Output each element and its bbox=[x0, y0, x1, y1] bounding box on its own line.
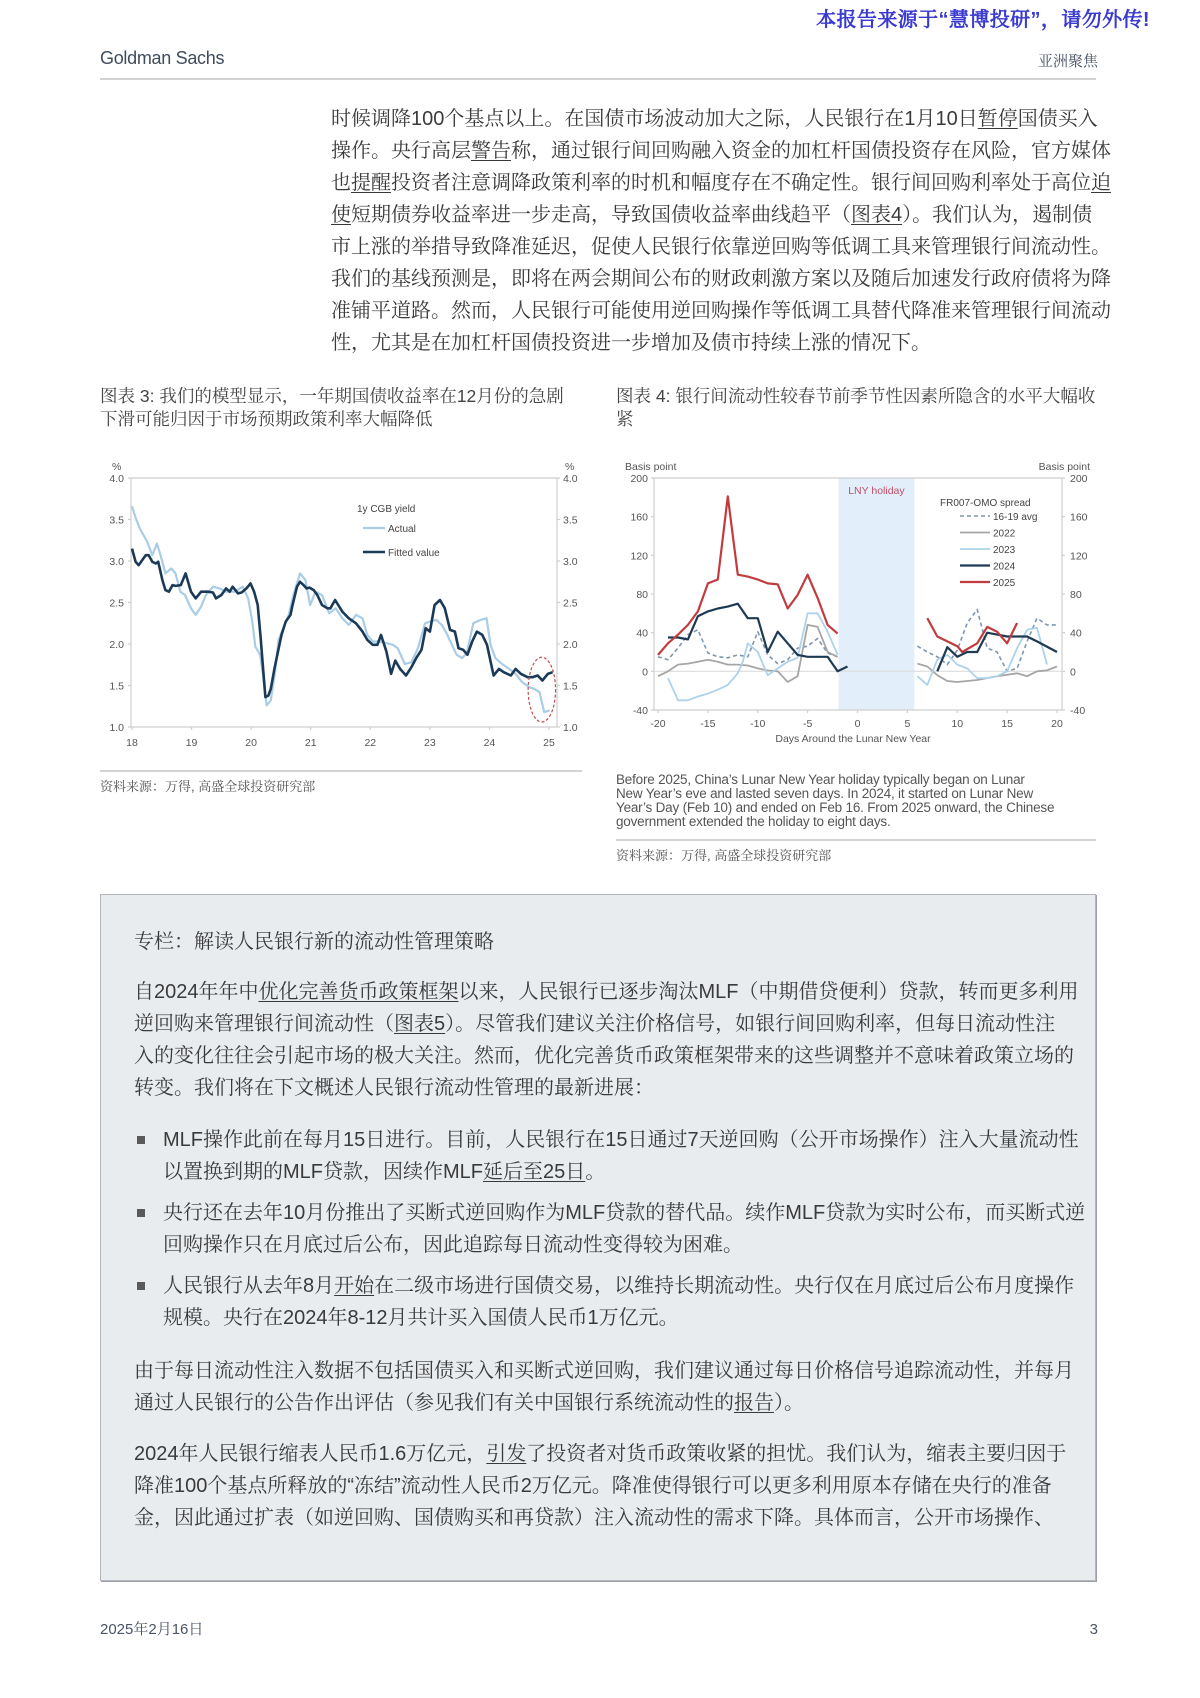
legend-label: 16-19 avg bbox=[993, 512, 1038, 523]
x-tick-label: 22 bbox=[364, 737, 377, 749]
text-line: 自2024年年中优化完善货币政策框架以来，人民银行已逐步淘汰MLF（中期借贷便利）贷款，转而更多利用 bbox=[134, 981, 1079, 1003]
legend-label: 2023 bbox=[993, 545, 1016, 556]
page-number: 3 bbox=[1089, 1621, 1098, 1638]
y-tick-label-left: 120 bbox=[630, 550, 648, 563]
main-paragraph bbox=[331, 103, 1111, 359]
text-line: 紧 bbox=[616, 409, 634, 429]
text-line: 时候调降100个基点以上。在国债市场波动加大之际，人民银行在1月10日暂停国债买入 bbox=[331, 108, 1098, 130]
y-tick-label-left: 2.0 bbox=[109, 639, 124, 651]
text-line: 图表 3: 我们的模型显示，一年期国债收益率在12月份的急剧 bbox=[100, 386, 564, 406]
series-line bbox=[658, 625, 838, 682]
figure-4-source: 资料来源：万得, 高盛全球投资研究部 bbox=[616, 848, 832, 863]
text-line: 使短期债券收益率进一步走高，导致国债收益率曲线趋平（图表4）。我们认为，遏制债 bbox=[331, 204, 1093, 226]
x-tick-label: 5 bbox=[904, 718, 911, 730]
holiday-label: LNY holiday bbox=[848, 485, 905, 497]
inline-link[interactable]: 警告 bbox=[471, 140, 511, 162]
x-tick-label: -15 bbox=[700, 718, 716, 730]
y-tick-label-left: 40 bbox=[636, 627, 648, 640]
sidebar-box bbox=[100, 894, 1096, 1581]
sidebar-box-title: 专栏：解读人民银行新的流动性管理策略 bbox=[134, 931, 494, 953]
text-line: Year’s Day (Feb 10) and ended on Feb 16. From 2025 onward, the Chinese bbox=[616, 800, 1055, 815]
bullet-square-icon bbox=[137, 1136, 145, 1144]
text-line: 央行还在去年10月份推出了买断式逆回购作为MLF贷款的替代品。续作MLF贷款为实时公布，而买断式逆 bbox=[163, 1202, 1086, 1224]
series-line bbox=[132, 549, 553, 698]
y-tick-label-right: 80 bbox=[1070, 589, 1082, 601]
text-line: 回购操作只在月底过后公布，因此追踪每日流动性变得较为困难。 bbox=[163, 1234, 743, 1256]
x-tick-label: -10 bbox=[750, 718, 766, 730]
y-tick-label-right: 120 bbox=[1070, 550, 1088, 563]
text-line: 人民银行从去年8月开始在二级市场进行国债交易，以维持长期流动性。央行仅在月底过后公布月度操作 bbox=[163, 1275, 1075, 1297]
figure-4-divider bbox=[616, 839, 1096, 841]
y-tick-label-right: 40 bbox=[1070, 627, 1082, 640]
y-tick-label-right: -40 bbox=[1070, 705, 1086, 717]
inline-link[interactable]: 报告 bbox=[734, 1392, 774, 1414]
figure-3-chart bbox=[95, 455, 590, 755]
y-tick-label-left: 80 bbox=[636, 589, 648, 601]
y-axis-unit-right: % bbox=[565, 461, 575, 473]
y-tick-label-right: 3.5 bbox=[563, 514, 578, 527]
y-tick-label-left: 3.5 bbox=[109, 514, 124, 527]
y-tick-label-right: 200 bbox=[1070, 473, 1088, 485]
y-tick-label-right: 1.5 bbox=[563, 680, 578, 693]
text-line: 图表 4: 银行间流动性较春节前季节性因素所隐含的水平大幅收 bbox=[616, 386, 1096, 406]
holiday-shaded-band bbox=[839, 478, 915, 710]
inline-link[interactable]: 开始 bbox=[334, 1275, 375, 1297]
inline-link[interactable]: 图表4 bbox=[851, 204, 903, 226]
text-line: 降准100个基点所释放的“冻结”流动性人民币2万亿元。降准使得银行可以更多利用原本存储在央行的准备 bbox=[134, 1475, 1052, 1497]
figure-3-title bbox=[100, 385, 590, 431]
text-line: MLF操作此前在每月15日进行。目前，人民银行在15日通过7天逆回购（公开市场操作）注入大量流动性 bbox=[163, 1129, 1079, 1151]
x-tick-label: 10 bbox=[951, 718, 964, 730]
y-tick-label-left: 1.5 bbox=[109, 680, 124, 693]
legend-label: Fitted value bbox=[388, 548, 440, 559]
series-line bbox=[658, 496, 838, 655]
y-tick-label-left: 3.0 bbox=[109, 556, 124, 568]
text-line: 由于每日流动性注入数据不包括国债买入和买断式逆回购，我们建议通过每日价格信号追踪流动性，并每月 bbox=[134, 1360, 1074, 1382]
y-tick-label-left: -40 bbox=[632, 705, 648, 717]
y-tick-label-left: 4.0 bbox=[109, 473, 124, 485]
bullet-item bbox=[163, 1270, 1074, 1334]
y-tick-label-left: 0 bbox=[642, 666, 648, 679]
bullet-text bbox=[163, 1270, 1074, 1334]
figure-3-divider bbox=[100, 770, 582, 772]
y-tick-label-right: 2.0 bbox=[563, 639, 578, 651]
sidebar-intro-paragraph bbox=[134, 976, 1079, 1104]
y-tick-label-right: 1.0 bbox=[563, 722, 578, 734]
sidebar-paragraph-2 bbox=[134, 1355, 1074, 1419]
inline-link[interactable]: 使 bbox=[331, 204, 351, 226]
legend-title: FR007-OMO spread bbox=[940, 498, 1031, 509]
legend-label: 2022 bbox=[993, 528, 1016, 540]
x-tick-label: 21 bbox=[304, 737, 317, 749]
y-tick-label-right: 2.5 bbox=[563, 597, 578, 610]
x-tick-label: 23 bbox=[424, 737, 436, 749]
bullet-text bbox=[163, 1197, 1085, 1261]
legend-label: 2025 bbox=[993, 578, 1016, 589]
inline-link[interactable]: 图表5 bbox=[394, 1013, 446, 1035]
x-tick-label: 19 bbox=[185, 737, 198, 749]
text-line: 下滑可能归因于市场预期政策利率大幅降低 bbox=[100, 409, 433, 429]
bullet-square-icon bbox=[137, 1209, 145, 1217]
bullet-item bbox=[163, 1197, 1085, 1261]
text-line: 也提醒投资者注意调降政策利率的时机和幅度存在不确定性。银行间回购利率处于高位迫 bbox=[331, 172, 1111, 194]
bullet-item bbox=[163, 1124, 1079, 1188]
text-line: 规模。央行在2024年8-12月共计买入国债人民币1万亿元。 bbox=[163, 1307, 679, 1329]
figure-3-source: 资料来源：万得, 高盛全球投资研究部 bbox=[100, 779, 316, 794]
text-line: 入的变化往往会引起市场的极大关注。然而，优化完善货币政策框架带来的这些调整并不意味着政策立场的 bbox=[134, 1045, 1074, 1067]
x-tick-label: 24 bbox=[483, 737, 496, 749]
inline-link[interactable]: 迫 bbox=[1091, 172, 1111, 194]
highlight-ellipse bbox=[528, 657, 555, 722]
text-line: 转变。我们将在下文概述人民银行流动性管理的最新进展： bbox=[134, 1077, 654, 1099]
x-tick-label: -20 bbox=[650, 718, 666, 730]
text-line: Before 2025, China’s Lunar New Year holiday typically began on Lunar bbox=[616, 772, 1025, 787]
inline-link[interactable]: 暂停 bbox=[977, 108, 1018, 130]
y-tick-label-left: 200 bbox=[630, 473, 648, 485]
watermark-banner: 本报告来源于“慧博投研”，请勿外传! bbox=[816, 9, 1150, 31]
section-tag: 亚洲聚焦 bbox=[1037, 53, 1098, 70]
text-line: government extended the holiday to eight days. bbox=[616, 814, 891, 829]
figure-4-title bbox=[616, 385, 1106, 431]
figure-4-chart bbox=[615, 455, 1105, 755]
footer-date: 2025年2月16日 bbox=[100, 1621, 204, 1638]
text-line: 准铺平道路。然而，人民银行可能使用逆回购操作等低调工具替代降准来管理银行间流动 bbox=[331, 300, 1111, 322]
sidebar-paragraph-3 bbox=[134, 1438, 1066, 1534]
y-tick-label-left: 1.0 bbox=[109, 722, 124, 734]
header-divider bbox=[100, 78, 1096, 80]
x-tick-label: 20 bbox=[245, 737, 257, 749]
y-axis-unit-left: % bbox=[112, 461, 122, 473]
text-line: 以置换到期的MLF贷款，因续作MLF延后至25日。 bbox=[163, 1161, 606, 1183]
text-line: 操作。央行高层警告称，通过银行间回购融入资金的加杠杆国债投资存在风险，官方媒体 bbox=[331, 140, 1111, 162]
x-tick-label: 20 bbox=[1051, 718, 1063, 730]
text-line: New Year’s eve and lasted seven days. In 2024, it started on Lunar New bbox=[616, 786, 1034, 801]
x-tick-label: 15 bbox=[1001, 718, 1013, 730]
text-line: 性，尤其是在加杠杆国债投资进一步增加及债市持续上涨的情况下。 bbox=[331, 332, 931, 354]
x-tick-label: 18 bbox=[126, 737, 138, 749]
y-tick-label-left: 160 bbox=[630, 511, 648, 524]
inline-link[interactable]: 优化完善货币政策框架 bbox=[258, 981, 459, 1003]
y-axis-unit-right: Basis point bbox=[1038, 461, 1090, 473]
text-line: 我们的基线预测是，即将在两会期间公布的财政刺激方案以及随后加速发行政府债将为降 bbox=[331, 268, 1111, 290]
bullet-text bbox=[163, 1124, 1079, 1188]
x-tick-label: -5 bbox=[802, 718, 813, 730]
y-tick-label-right: 0 bbox=[1070, 666, 1076, 679]
y-tick-label-right: 160 bbox=[1070, 511, 1088, 524]
x-tick-label: 0 bbox=[854, 718, 861, 730]
legend-label: 2024 bbox=[993, 561, 1016, 573]
inline-link[interactable]: 引发 bbox=[486, 1443, 527, 1465]
inline-link[interactable]: 延后至25日 bbox=[483, 1161, 586, 1183]
x-axis-title: Days Around the Lunar New Year bbox=[775, 733, 931, 745]
text-line: 2024年人民银行缩表人民币1.6万亿元，引发了投资者对货币政策收紧的担忧。我们认为，缩表主要归因于 bbox=[134, 1443, 1067, 1465]
legend-label: Actual bbox=[388, 524, 416, 535]
inline-link[interactable]: 提醒 bbox=[351, 172, 391, 194]
y-tick-label-right: 3.0 bbox=[563, 556, 578, 568]
legend-title: 1y CGB yield bbox=[357, 504, 416, 515]
y-axis-unit-left: Basis point bbox=[625, 461, 677, 473]
text-line: 金，因此通过扩表（如逆回购、国债购买和再贷款）注入流动性的需求下降。具体而言，公开市场操作、 bbox=[134, 1507, 1054, 1529]
x-tick-label: 25 bbox=[543, 737, 555, 749]
figure-4-note bbox=[616, 773, 1106, 829]
y-tick-label-right: 4.0 bbox=[563, 473, 578, 485]
y-tick-label-left: 2.5 bbox=[109, 597, 124, 610]
text-line: 通过人民银行的公告作出评估（参见我们有关中国银行系统流动性的报告）。 bbox=[134, 1392, 804, 1414]
brand-logo-text: Goldman Sachs bbox=[100, 48, 225, 68]
text-line: 逆回购来管理银行间流动性（图表5）。尽管我们建议关注价格信号，如银行间回购利率，但每日流动性注 bbox=[134, 1013, 1056, 1035]
bullet-square-icon bbox=[137, 1282, 145, 1290]
text-line: 市上涨的举措导致降准延迟，促使人民银行依靠逆回购等低调工具来管理银行间流动性。 bbox=[331, 236, 1111, 258]
